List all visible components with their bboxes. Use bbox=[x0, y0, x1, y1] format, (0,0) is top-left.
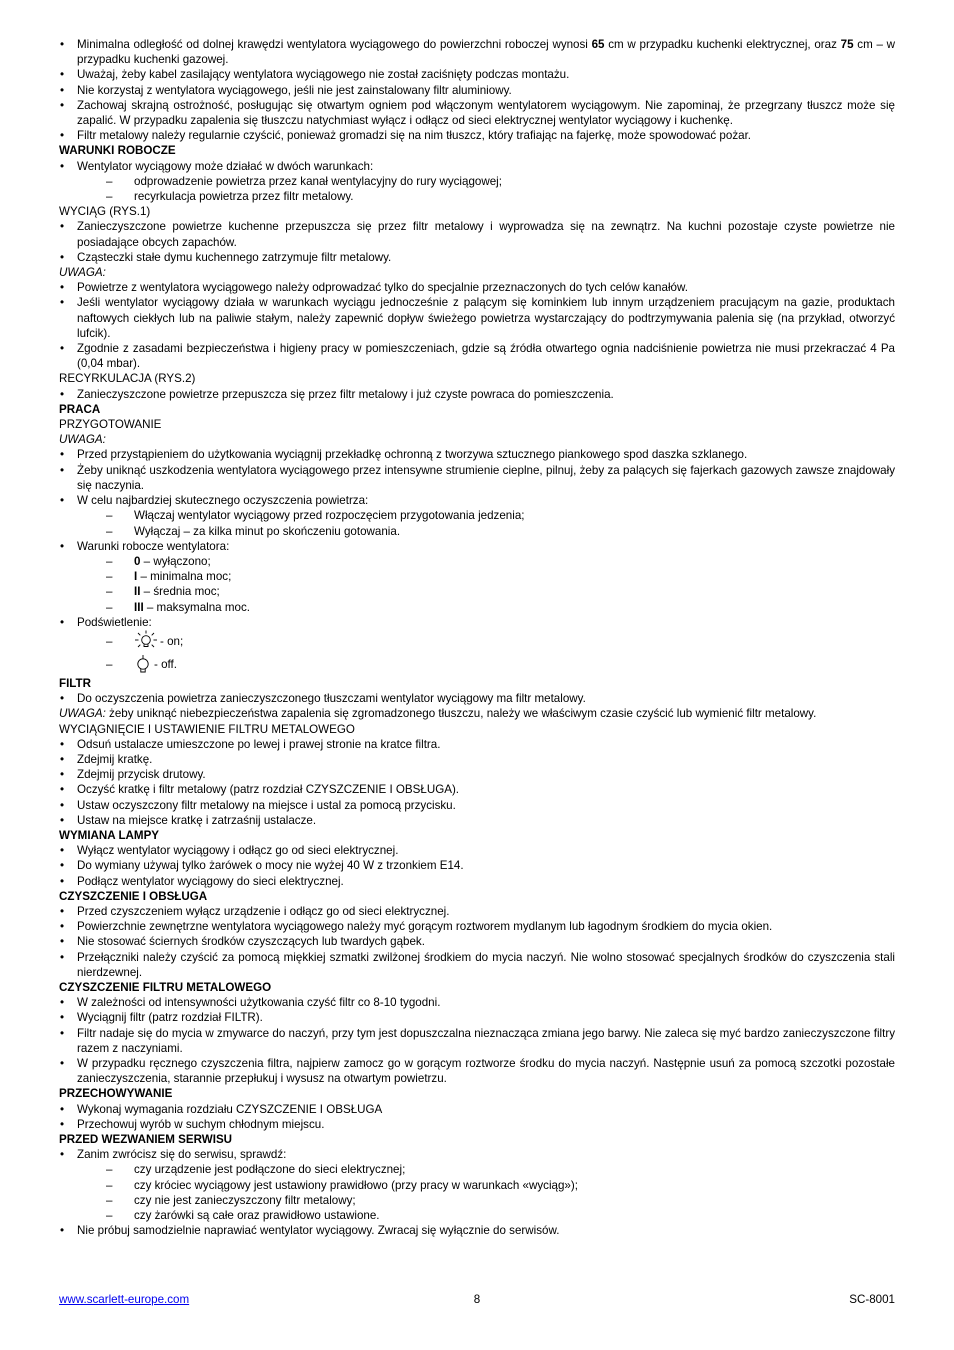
min-distance-electric: 65 bbox=[591, 38, 605, 51]
filter-note: UWAGA: żeby uniknąć niebezpieczeństwa zapalenia się zgromadzonego tłuszczu, należy we właściwym czasie czyścić lub wymienić filtr metalowy. bbox=[59, 707, 817, 721]
list-item: • Do wymiany używaj tylko żarówek o mocy nie wyżej 40 W z trzonkiem E14. bbox=[59, 858, 895, 873]
list-item: • Wyłącz wentylator wyciągowy i odłącz go od sieci elektrycznej. bbox=[59, 843, 895, 858]
list-item: • Przełączniki należy czyścić za pomocą miękkiej szmatki zwilżonej środkiem do mycia naczyń. Nie wolno stosować specjalnych środków do czyszczenia stali nierdzewnej. bbox=[59, 950, 895, 980]
list-item: • Przed czyszczeniem wyłącz urządzenie i odłącz go od sieci elektrycznej. bbox=[59, 904, 895, 919]
list-item: • Wentylator wyciągowy może działać w dwóch warunkach: – odprowadzenie powietrza przez kanał wentylacyjny do rury wyciągowej; – recyrkulacja powietrza przez filtr metalowy. bbox=[59, 159, 895, 205]
list-item: • Wykonaj wymagania rozdziału CZYSZCZENIE I OBSŁUGA bbox=[59, 1102, 895, 1117]
subheading-filter-removal: WYCIĄGNIĘCIE I USTAWIENIE FILTRU METALOWEGO bbox=[59, 722, 355, 736]
list-item: • Nie stosować ściernych środków czyszczących lub twardych gąbek. bbox=[59, 934, 895, 949]
light-on-item: – - on; bbox=[77, 630, 895, 653]
subheading-przygotowanie: PRZYGOTOWANIE bbox=[59, 418, 162, 432]
list-item: • Zanieczyszczone powietrze kuchenne przepuszcza się przez filtr metalowy i wyprowadza się na zewnątrz. Na kuchni pozostaje czyste powietrze nie posiadające obcych zapachów. bbox=[59, 219, 895, 249]
list-item: • Oczyść kratkę i filtr metalowy (patrz rozdział CZYSZCZENIE I OBSŁUGA). bbox=[59, 782, 895, 797]
list-item: • Ustaw na miejsce kratkę i zatrzaśnij ustalacze. bbox=[59, 813, 895, 828]
section-heading-warunki: WARUNKI ROBOCZE bbox=[59, 144, 176, 158]
subheading-wyciag: WYCIĄG (RYS.1) bbox=[59, 205, 151, 219]
list-item: • Filtr metalowy należy regularnie czyścić, ponieważ gromadzi się na nim tłuszcz, który trafiając na fajerkę, może spowodować pożar. bbox=[59, 128, 895, 143]
list-item: • W przypadku ręcznego czyszczenia filtra, najpierw zamocz go w gorącym roztworze środku do mycia naczyń. Następnie usuń za pomocą szczotki pozostałe zanieczyszczenia, starannie przepłukuj i wysusz na otwartym powietrzu. bbox=[59, 1056, 895, 1086]
list-item: • W zależności od intensywności użytkowania czyść filtr co 8-10 tygodni. bbox=[59, 995, 895, 1010]
manual-page-body bbox=[59, 37, 895, 1238]
page-number: 8 bbox=[473, 1293, 481, 1306]
bulb-on-icon bbox=[134, 630, 158, 652]
list-item: • Przechowuj wyrób w suchym chłodnym miejscu. bbox=[59, 1117, 895, 1132]
list-item: • Podświetlenie: – - on; – - off. bbox=[59, 615, 895, 676]
list-item: • Zanim zwrócisz się do serwisu, sprawdź: – czy urządzenie jest podłączone do sieci elektrycznej; – czy króciec wyciągowy jest ustawiony prawidłowo (przy pracy w warunkach «wyciąg»); – czy nie jest zanieczyszczony filtr metalowy; – czy żarówki są całe oraz prawidłowo ustawione. bbox=[59, 1147, 895, 1223]
website-link[interactable]: www.scarlett-europe.com bbox=[59, 1293, 190, 1306]
section-heading-lampa: WYMIANA LAMPY bbox=[59, 828, 160, 842]
mode-item: – III – maksymalna moc. bbox=[106, 600, 250, 614]
section-heading-czyszczenie: CZYSZCZENIE I OBSŁUGA bbox=[59, 889, 208, 903]
dash-item: – Włączaj wentylator wyciągowy przed rozpoczęciem przygotowania jedzenia; bbox=[106, 509, 525, 523]
list-item: • Zachowaj skrajną ostrożność, posługując się otwartym ogniem pod włączonym wentylatorem wyciągowym. Nie zapominaj, że przegrzany tłuszcz może się zapalić. W przypadku zapalenia się tłuszczu natychmiast wyłącz i odłącz od sieci elektrycznej wentylator wyciągowy i kuchenkę. bbox=[59, 98, 895, 128]
list-item: • Minimalna odległość od dolnej krawędzi wentylatora wyciągowego do powierzchni roboczej wynosi 65 cm w przypadku kuchenki elektrycznej, oraz 75 cm – w przypadku kuchenki gazowej. bbox=[59, 37, 895, 67]
note-label: UWAGA: bbox=[59, 266, 106, 280]
section-heading-serwis: PRZED WEZWANIEM SERWISU bbox=[59, 1133, 233, 1147]
list-item: • Ustaw oczyszczony filtr metalowy na miejsce i ustal za pomocą przycisku. bbox=[59, 798, 895, 813]
model-number: SC-8001 bbox=[849, 1293, 895, 1306]
list-item: • Powierzchnie zewnętrzne wentylatora wyciągowego należy myć gorącym roztworem mydlanym lub łagodnym środkiem do mycia okien. bbox=[59, 919, 895, 934]
subheading-recyrkulacja: RECYRKULACJA (RYS.2) bbox=[59, 372, 196, 386]
list-item: • Uważaj, żeby kabel zasilający wentylatora wyciągowego nie został zaciśnięty podczas montażu. bbox=[59, 67, 895, 82]
list-item: • Do oczyszczenia powietrza zanieczyszczonego tłuszczami wentylator wyciągowy ma filtr metalowy. bbox=[59, 691, 895, 706]
section-heading-praca: PRACA bbox=[59, 402, 101, 416]
dash-item: – odprowadzenie powietrza przez kanał wentylacyjny do rury wyciągowej; bbox=[106, 174, 502, 188]
list-item: • Nie próbuj samodzielnie naprawiać wentylator wyciągowy. Zwracaj się wyłącznie do serwisów. bbox=[59, 1223, 895, 1238]
light-off-item: – - off. bbox=[77, 653, 895, 676]
mode-item: – 0 – wyłączono; bbox=[106, 554, 211, 568]
list-item: • Cząsteczki stałe dymu kuchennego zatrzymuje filtr metalowy. bbox=[59, 250, 895, 265]
dash-item: – czy żarówki są całe oraz prawidłowo ustawione. bbox=[106, 1209, 380, 1223]
section-heading-czyszczenie-filtru: CZYSZCZENIE FILTRU METALOWEGO bbox=[59, 980, 272, 994]
min-distance-gas: 75 bbox=[840, 38, 854, 51]
list-item: • Odsuń ustalacze umieszczone po lewej i prawej stronie na kratce filtra. bbox=[59, 737, 895, 752]
intro-safety-list bbox=[59, 37, 895, 143]
note-label: UWAGA: bbox=[59, 433, 106, 447]
page-footer bbox=[59, 1292, 895, 1308]
list-item: • Zdejmij kratkę. bbox=[59, 752, 895, 767]
list-item: • W celu najbardziej skutecznego oczyszczenia powietrza: – Włączaj wentylator wyciągowy przed rozpoczęciem przygotowania jedzenia; – Wyłączaj – za kilka minut po skończeniu gotowania. bbox=[59, 493, 895, 539]
list-item: • Żeby uniknąć uszkodzenia wentylatora wyciągowego przez intensywne strumienie cieplne, pilnuj, żeby za palących się fajerkach gazowych zawsze znajdowały się naczynia. bbox=[59, 463, 895, 493]
dash-item: – czy króciec wyciągowy jest ustawiony prawidłowo (przy pracy w warunkach «wyciąg»); bbox=[106, 1178, 578, 1192]
mode-item: – II – średnia moc; bbox=[106, 585, 220, 599]
section-heading-przechowywanie: PRZECHOWYWANIE bbox=[59, 1087, 173, 1101]
dash-item: – czy nie jest zanieczyszczony filtr metalowy; bbox=[106, 1193, 356, 1207]
list-item: • Jeśli wentylator wyciągowy działa w warunkach wyciągu jednocześnie z palącym się kominkiem lub innym urządzeniem pracującym na gazie, produktach naftowych ciekłych lub na paliwie stałym, należy zapewnić dopływ świeżego powietrza wystarczający do podtrzymywania palenia się (na przykład, otworzyć lufcik). bbox=[59, 295, 895, 341]
list-item: • Przed przystąpieniem do użytkowania wyciągnij przekładkę ochronną z tworzywa sztucznego piankowego spod daszka szklanego. bbox=[59, 447, 895, 462]
list-item: • Zanieczyszczone powietrze przepuszcza się przez filtr metalowy i już czyste powraca do pomieszczenia. bbox=[59, 387, 895, 402]
list-item: • Powietrze z wentylatora wyciągowego należy odprowadzać tylko do specjalnie przeznaczonych do tych celów kanałów. bbox=[59, 280, 895, 295]
dash-item: – recyrkulacja powietrza przez filtr metalowy. bbox=[106, 190, 354, 204]
dash-item: – Wyłączaj – za kilka minut po skończeniu gotowania. bbox=[106, 524, 401, 538]
mode-item: – I – minimalna moc; bbox=[106, 570, 232, 584]
list-item: • Nie korzystaj z wentylatora wyciągowego, jeśli nie jest zainstalowany filtr aluminiowy. bbox=[59, 83, 895, 98]
list-item: • Podłącz wentylator wyciągowy do sieci elektrycznej. bbox=[59, 874, 895, 889]
dash-item: – czy urządzenie jest podłączone do sieci elektrycznej; bbox=[106, 1163, 406, 1177]
list-item: • Zgodnie z zasadami bezpieczeństwa i higieny pracy w pomieszczeniach, gdzie są źródła otwartego ognia nadciśnienie powietrza nie musi przekraczać 4 Pa (0,04 mbar). bbox=[59, 341, 895, 371]
list-item: • Filtr nadaje się do mycia w zmywarce do naczyń, przy tym jest dopuszczalna nieznacząca zmiana jego barwy. Nie zaleca się myć bardzo zanieczyszczone filtry razem z naczyniami. bbox=[59, 1026, 895, 1056]
list-item: • Wyciągnij filtr (patrz rozdział FILTR). bbox=[59, 1010, 895, 1025]
list-item: • Zdejmij przycisk drutowy. bbox=[59, 767, 895, 782]
section-heading-filtr: FILTR bbox=[59, 676, 91, 690]
list-item: • Warunki robocze wentylatora: – 0 – wyłączono; – I – minimalna moc; – II – średnia moc; – III – maksymalna moc. bbox=[59, 539, 895, 615]
bulb-off-icon bbox=[134, 653, 152, 675]
